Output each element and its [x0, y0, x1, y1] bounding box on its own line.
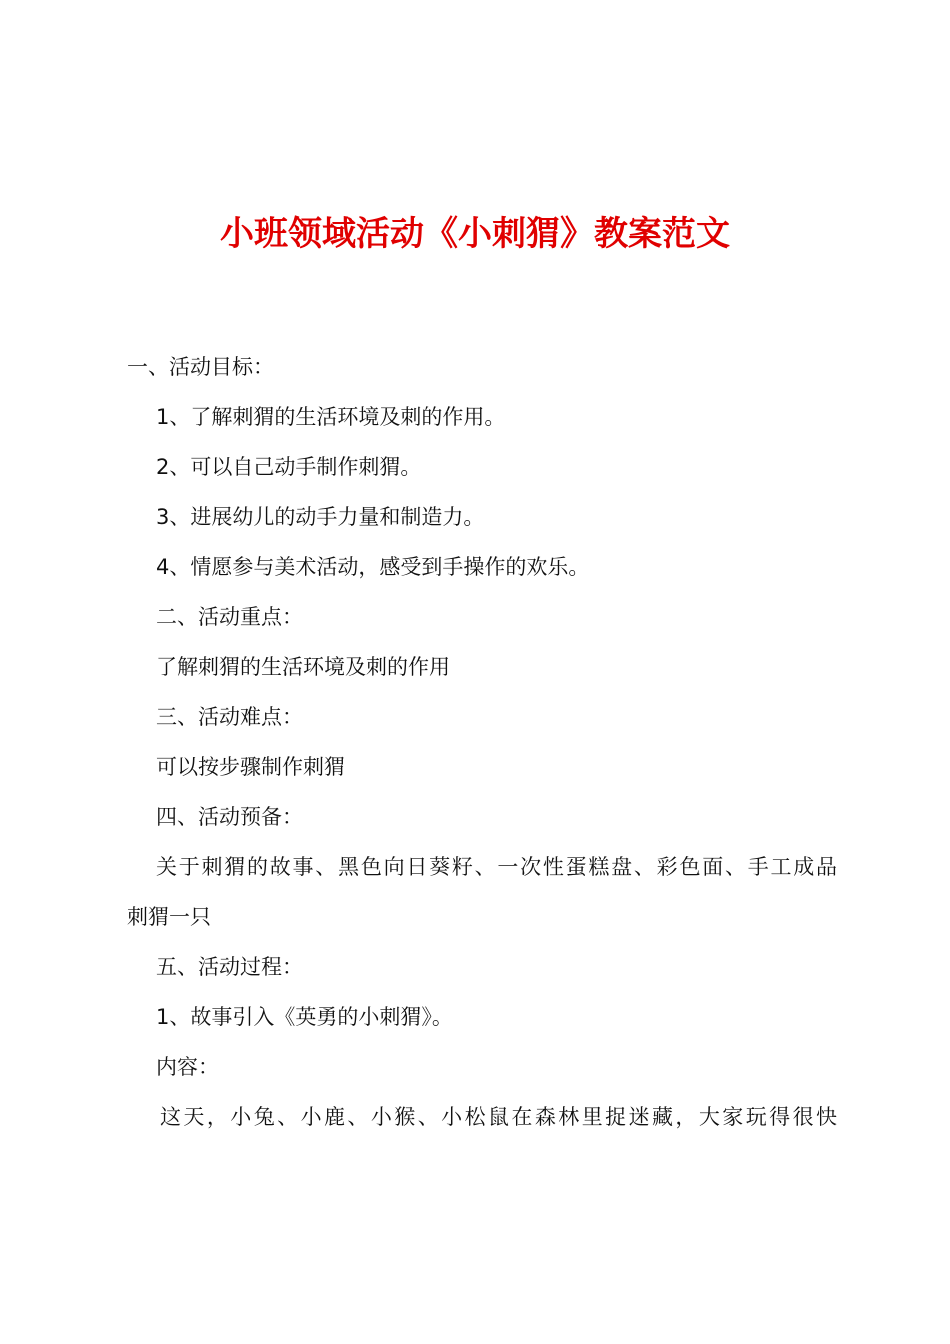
goal-item-2: 2、可以自己动手制作刺猬。 [156, 455, 422, 479]
difficulty-text: 可以按步骤制作刺猬 [156, 755, 345, 779]
process-step-1: 1、故事引入《英勇的小刺猬》。 [156, 1005, 453, 1029]
goal-item-4: 4、情愿参与美术活动，感受到手操作的欢乐。 [156, 555, 590, 579]
content-label: 内容： [156, 1055, 219, 1079]
story-line-1: 这天，小兔、小鹿、小猴、小松鼠在森林里捉迷藏，大家玩得很快 [160, 1105, 837, 1129]
key-point-text: 了解刺猬的生活环境及刺的作用 [156, 655, 450, 679]
difficulty-heading: 三、活动难点： [156, 705, 303, 729]
prep-text-line-1: 关于刺猬的故事、黑色向日葵籽、一次性蛋糕盘、彩色面、手工成品 [156, 855, 837, 879]
goal-item-1: 1、了解刺猬的生活环境及刺的作用。 [156, 405, 506, 429]
prep-text-line-2: 刺猬一只 [127, 905, 211, 929]
prep-heading: 四、活动预备： [156, 805, 303, 829]
key-point-heading: 二、活动重点： [156, 605, 303, 629]
goal-item-3: 3、进展幼儿的动手力量和制造力。 [156, 505, 485, 529]
goals-heading: 一、活动目标： [127, 355, 274, 379]
document-title: 小班领域活动《小刺猬》教案范文 [220, 214, 730, 254]
process-heading: 五、活动过程： [156, 955, 303, 979]
document-body [127, 342, 837, 1142]
